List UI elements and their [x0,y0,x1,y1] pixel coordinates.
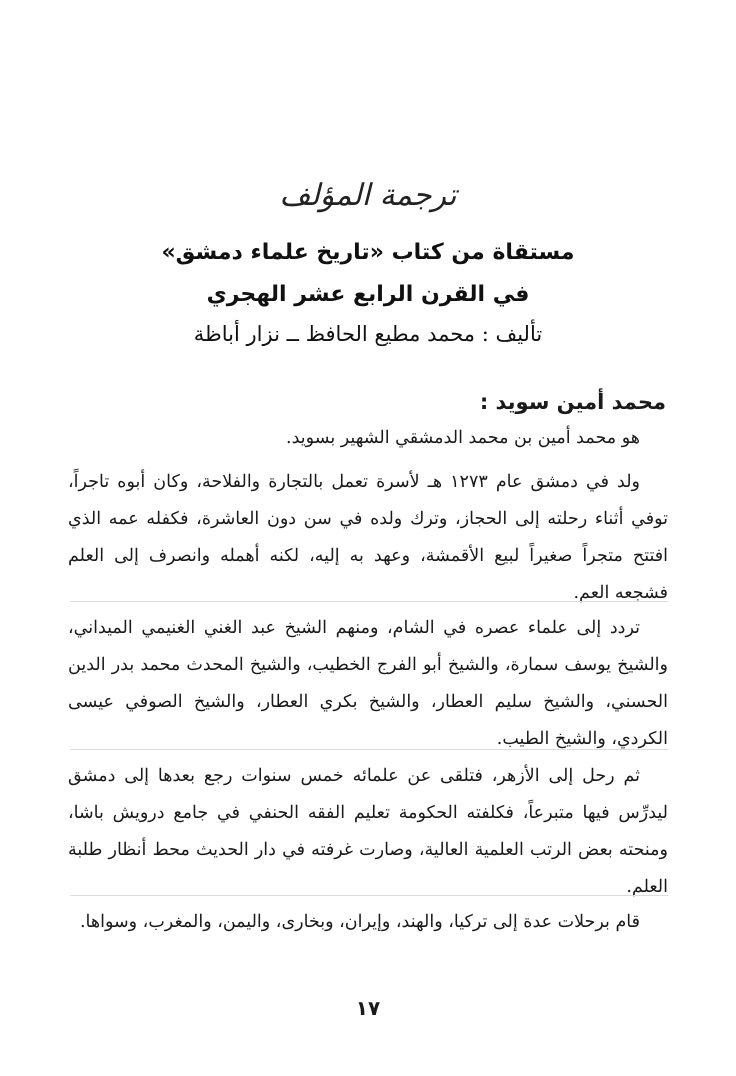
paragraph-divider [70,601,668,602]
authors-line: تأليف : محمد مطيع الحافظ ــ نزار أباظة [193,322,543,346]
section-heading: محمد أمين سويد : [479,390,666,414]
paragraph-azhar [68,758,668,906]
paragraph-text: ثم رحل إلى الأزهر، فتلقى عن علمائه خمس سنوات رجع بعدها إلى دمشق ليدرِّس فيها متبرعاً، فكلفته الحكومة تعليم الفقه الحنفي في جامع درويش باشا، ومنحته بعض الرتب العلمية العالية، وصارت غرفته في دار الحديث محط أنظار طلبة العلم. [68,766,668,897]
paragraph-divider [70,895,668,896]
calligraphy-title: ترجمة المؤلف [279,178,457,213]
paragraph-travels [68,904,668,941]
paragraph-birth [68,464,668,612]
subtitle-line-1: مستقاة من كتاب «تاريخ علماء دمشق» [161,240,575,265]
intro-paragraph [68,420,668,457]
subtitle-line-2: في القرن الرابع عشر الهجري [206,282,530,307]
intro-text: هو محمد أمين بن محمد الدمشقي الشهير بسويد. [286,428,640,448]
paragraph-text: ولد في دمشق عام ١٢٧٣ هـ لأسرة تعمل بالتجارة والفلاحة، وكان أبوه تاجراً، توفي أثناء رحلته إلى الحجاز، وترك ولده في سن دون العاشرة، فكفله عمه الذي افتتح متجراً صغيراً لبيع الأقمشة، وعهد به إليه، لكنه أهمله وانصرف إلى العلم فشجعه العم. [68,472,668,603]
page-number: ١٧ [355,996,381,1020]
paragraph-text: تردد إلى علماء عصره في الشام، ومنهم الشيخ عبد الغني الغنيمي الميداني، والشيخ يوسف سمارة، والشيخ أبو الفرج الخطيب، والشيخ المحدث محمد بدر الدين الحسني، والشيخ سليم العطار، والشيخ بكري العطار، والشيخ الصوفي عيسى الكردي، والشيخ الطيب. [68,618,668,749]
paragraph-teachers [68,610,668,758]
paragraph-text: قام برحلات عدة إلى تركيا، والهند، وإيران، وبخارى، واليمن، والمغرب، وسواها. [79,912,640,932]
paragraph-divider [70,749,668,750]
